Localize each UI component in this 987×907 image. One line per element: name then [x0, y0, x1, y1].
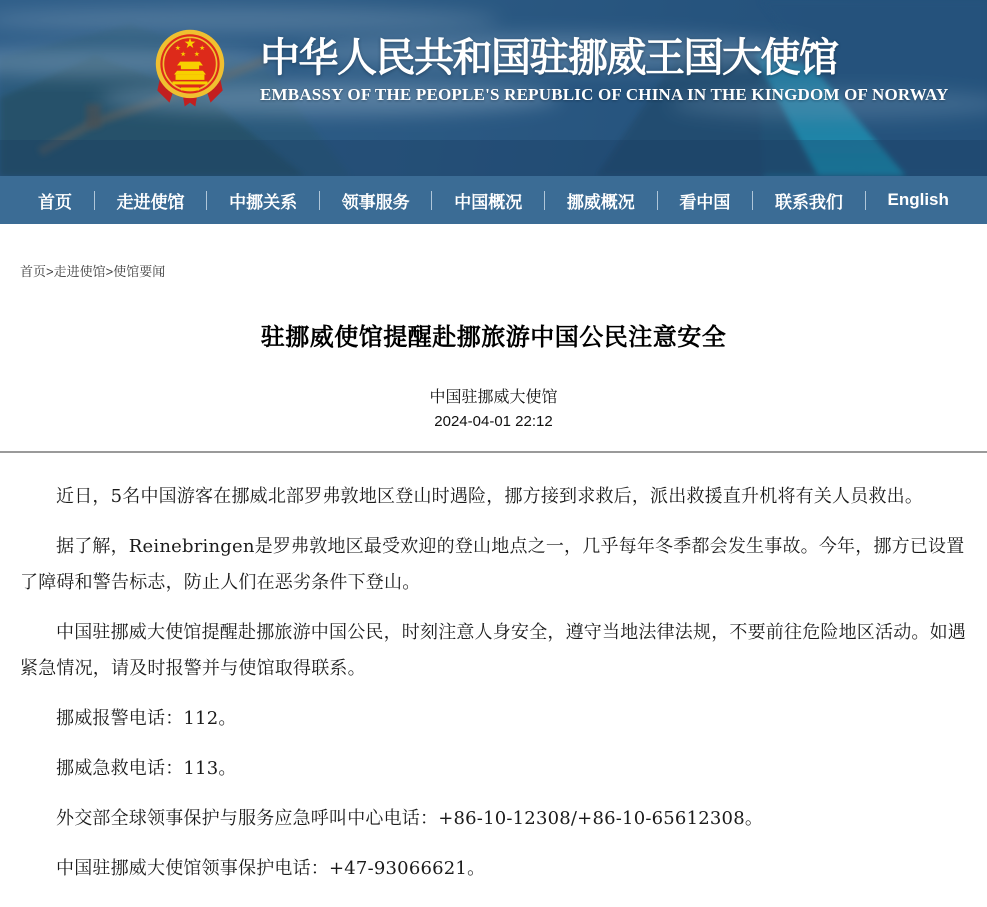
breadcrumb-home[interactable]: 首页	[20, 264, 47, 279]
nav-item-about-china[interactable]: 中国概况	[454, 192, 523, 212]
nav-separator	[657, 191, 658, 210]
china-national-emblem-icon	[152, 26, 228, 114]
article-title: 驻挪威使馆提醒赴挪旅游中国公民注意安全	[260, 324, 727, 351]
breadcrumb	[20, 264, 987, 279]
paragraph-background: 据了解，Reinebringen是罗弗敦地区最受欢迎的登山地点之一，几乎每年冬季都会发生事故。今年，挪方已设置了障碍和警告标志，防止人们在恶劣条件下登山。	[20, 536, 965, 593]
nav-item-about-norway[interactable]: 挪威概况	[566, 192, 635, 212]
paragraph-embassy-hotline: 中国驻挪威大使馆领事保护电话：+47-93066621。	[56, 858, 486, 879]
article-datetime: 2024-04-01 22:12	[434, 413, 553, 430]
nav-separator	[431, 191, 432, 210]
site-title-chinese: 中华人民共和国驻挪威王国大使馆	[260, 35, 838, 80]
article-body	[0, 453, 987, 887]
site-title-english: EMBASSY OF THE PEOPLE'S REPUBLIC OF CHINA IN THE KINGDOM OF NORWAY	[260, 85, 949, 104]
nav-separator	[752, 191, 753, 210]
breadcrumb-separator: >	[105, 264, 114, 279]
nav-item-english[interactable]: English	[887, 190, 949, 209]
main-nav	[0, 176, 987, 224]
nav-item-see-china[interactable]: 看中国	[679, 192, 731, 212]
breadcrumb-separator: >	[46, 264, 54, 279]
paragraph-incident: 近日，5名中国游客在挪威北部罗弗敦地区登山时遇险，挪方接到求救后，派出救援直升机将有关人员救出。	[56, 486, 924, 507]
paragraph-advisory: 中国驻挪威大使馆提醒赴挪旅游中国公民，时刻注意人身安全，遵守当地法律法规，不要前往危险地区活动。如遇紧急情况，请及时报警并与使馆取得联系。	[20, 622, 966, 679]
nav-item-contact-us[interactable]: 联系我们	[774, 192, 843, 212]
nav-item-china-norway-relations[interactable]: 中挪关系	[229, 192, 298, 212]
paragraph-mfa-hotline: 外交部全球领事保护与服务应急呼叫中心电话：+86-10-12308/+86-10-65612308。	[56, 808, 764, 829]
site-brand-link[interactable]	[152, 26, 948, 114]
nav-separator	[319, 191, 320, 210]
site-header	[0, 0, 987, 176]
breadcrumb-embassy-news[interactable]: 使馆要闻	[113, 264, 166, 279]
nav-item-home[interactable]: 首页	[38, 192, 72, 212]
article	[0, 323, 987, 887]
paragraph-police-phone: 挪威报警电话：112。	[56, 708, 237, 729]
nav-item-consular-services[interactable]: 领事服务	[341, 192, 410, 212]
breadcrumb-about-embassy[interactable]: 走进使馆	[53, 264, 106, 279]
nav-separator	[94, 191, 95, 210]
nav-item-about-embassy[interactable]: 走进使馆	[116, 192, 185, 212]
article-source: 中国驻挪威大使馆	[429, 389, 558, 406]
nav-separator	[206, 191, 207, 210]
site-title-block	[260, 26, 948, 105]
nav-separator	[544, 191, 545, 210]
nav-separator	[865, 191, 866, 210]
paragraph-emergency-phone: 挪威急救电话：113。	[56, 758, 237, 779]
